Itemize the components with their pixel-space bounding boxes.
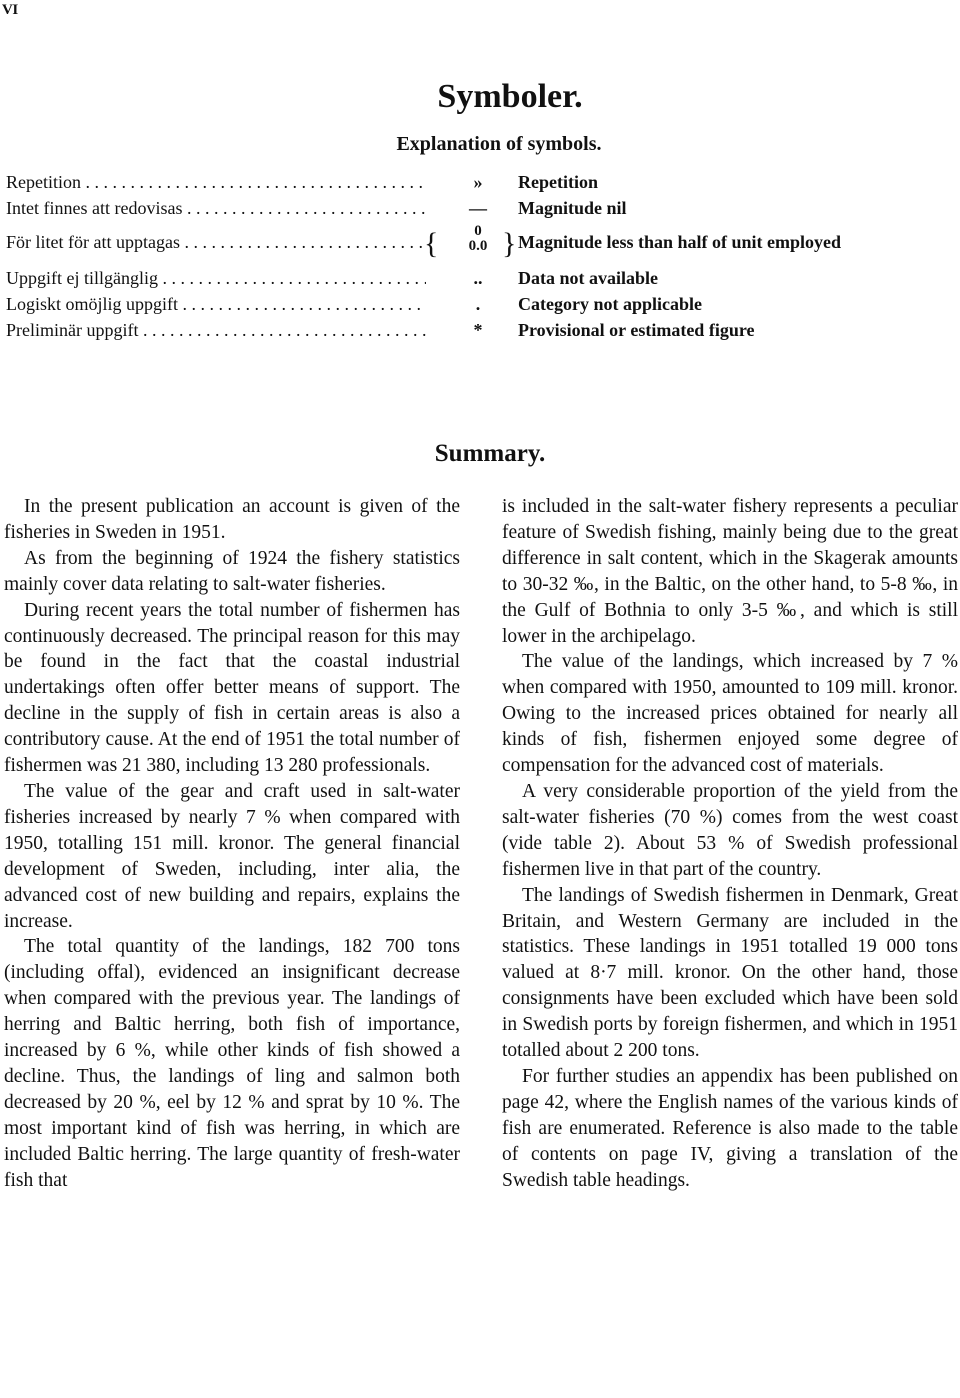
symbol-mark: »: [473, 172, 483, 192]
summary-paragraph: The landings of Swedish fishermen in Denmark, Great Britain, and Western Germany are included in the statistics. These landings in 1951 totalled 19 000 tons valued at 8·7 mill. kronor. On the other hand, those consignments have been excluded which have been sold in Swedish ports by foreign fishermen, and which in 1951 totalled about 2 200 tons.: [502, 884, 958, 1062]
symbol-swedish-label: För litet för att upptagas . . .: [6, 232, 426, 253]
symbol-mark: —: [469, 198, 487, 218]
symbol-row-not-available: [0, 268, 960, 294]
summary-paragraph: During recent years the total number of fishermen has continuously decreased. The principal reason for this may be found in the fact that the coastal industrial undertakings often offer better means of support. The decline in the supply of fish in certain areas is also a contributory cause. At the end of 1951 the total number of fishermen was 21 380, including 13 280 professionals.: [4, 599, 460, 777]
symbol-row-not-applicable: [0, 294, 960, 320]
summary-paragraph: is included in the salt-water fishery represents a peculiar feature of Swedish fishing, mainly being due to the great difference in salt content, which in the Skagerak amounts to 30-32 ‰, in the Baltic, on the other hand, to 5-8 ‰, in the Gulf of Bothnia to only 3-5 ‰, and which is still lower in the archipelago.: [502, 496, 958, 647]
symbol-mark: ..: [473, 268, 483, 288]
symbol-english-label: Category not applicable: [518, 294, 702, 314]
symbol-mark-top: 0: [474, 223, 482, 239]
summary-paragraph: For further studies an appendix has been published on page 42, where the English names of the various kinds of fish are enumerated. Reference is also made to the table of contents on page IV, giving a translation of the Swedish table headings.: [502, 1065, 958, 1191]
summary-paragraph: The value of the gear and craft used in salt-water fisheries increased by nearly 7 % when compared with 1950, totalling 151 mill. kronor. The general financial development of Sweden, including, inter alia, the advanced cost of new building and repairs, explains the increase.: [4, 780, 460, 932]
symbols-subtitle: Explanation of symbols.: [396, 133, 602, 155]
symbol-mark-bottom: 0.0: [468, 238, 488, 254]
symbol-english-label: Provisional or estimated figure: [518, 320, 755, 340]
summary-paragraph: The value of the landings, which increased by 7 % when compared with 1950, amounted to 109 mill. kronor. Owing to the increased prices obtained for nearly all kinds of fish, fishermen enjoyed some degree of compensation for the advanced cost of materials.: [502, 651, 958, 777]
brace-open: {: [424, 227, 439, 260]
symbols-title: Symboler.: [437, 78, 583, 115]
symbol-mark: [448, 224, 508, 254]
symbol-swedish-label: Repetition . . .: [6, 172, 426, 193]
symbol-swedish-label: Logiskt omöjlig uppgift . . .: [6, 294, 426, 315]
summary-right-column: [502, 494, 958, 1193]
brace-close: }: [502, 227, 517, 260]
summary-paragraph: As from the beginning of 1924 the fishery statistics mainly cover data relating to salt-water fisheries.: [4, 547, 460, 595]
symbol-english-label: Repetition: [518, 172, 598, 192]
symbol-mark: *: [473, 320, 483, 340]
symbol-row-too-small: [0, 223, 960, 260]
summary-paragraph: In the present publication an account is given of the fisheries in Sweden in 1951.: [4, 496, 460, 543]
symbol-swedish-label: Preliminär uppgift . . .: [6, 320, 426, 341]
symbol-row-provisional: [0, 320, 960, 346]
symbol-swedish-label: Intet finnes att redovisas . . .: [6, 198, 426, 219]
symbol-row-nil: [0, 198, 960, 224]
symbol-english-label: Data not available: [518, 268, 659, 288]
page-number: VI: [2, 2, 18, 18]
symbol-mark: .: [475, 294, 481, 314]
summary-paragraph: A very considerable proportion of the yield from the salt-water fisheries (70 %) comes from the west coast (vide table 2). About 53 % of Swedish professional fishermen live in that part of the country.: [502, 780, 958, 880]
summary-left-column: [4, 494, 460, 1193]
symbol-english-label: Magnitude nil: [518, 198, 627, 218]
symbol-row-repetition: [0, 172, 960, 198]
summary-paragraph: The total quantity of the landings, 182 700 tons (including offal), evidenced an insignificant decrease when compared with the previous year. The landings of herring and Baltic herring, both fish of importance, increased by 6 %, while other kinds of fish showed a decline. Thus, the landings of ling and salmon both decreased by 20 %, eel by 12 % and sprat by 10 %. The most important kind of fish was herring, in which are included Baltic herring. The large quantity of fresh-water fish that: [4, 936, 460, 1191]
symbol-english-label: Magnitude less than half of unit employed: [518, 232, 842, 252]
summary-title: Summary.: [434, 440, 546, 467]
symbol-swedish-label: Uppgift ej tillgänglig . . .: [6, 268, 426, 289]
